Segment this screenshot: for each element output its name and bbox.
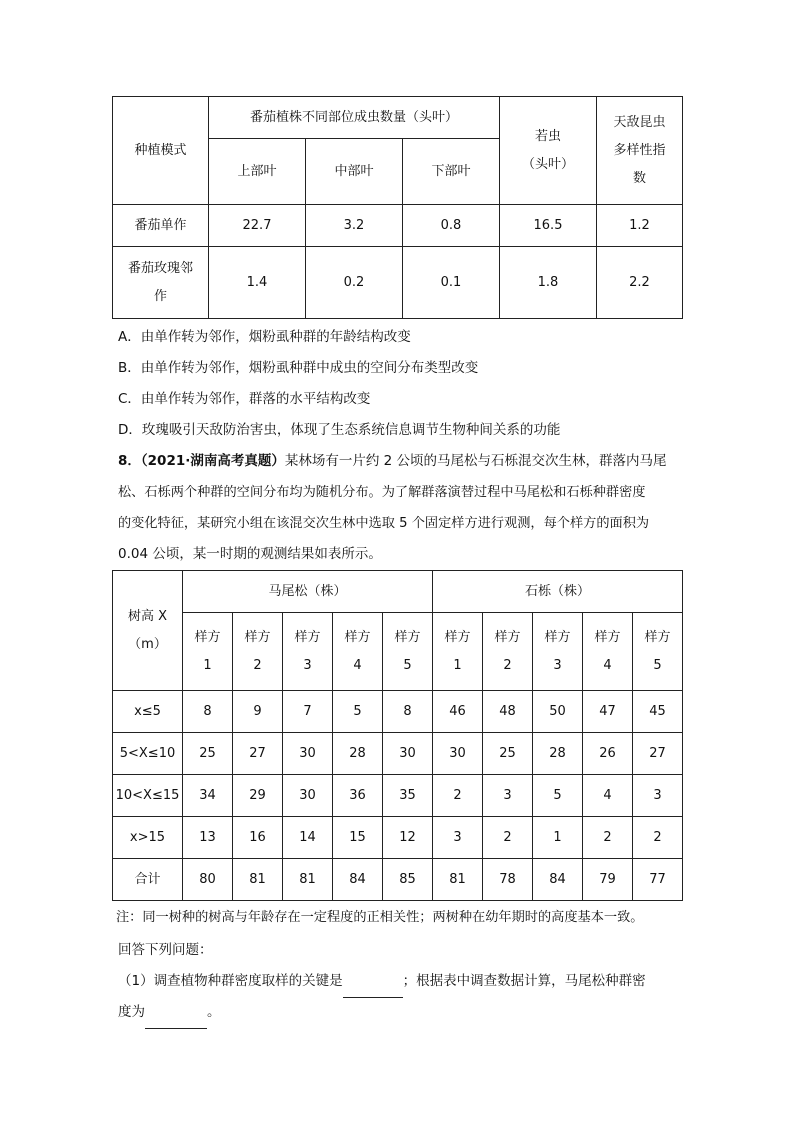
question-8-line3: 的变化特征，某研究小组在该混交次生林中选取 5 个固定样方进行观测，每个样方的面积为 xyxy=(118,516,650,531)
table-cell: 1 xyxy=(533,817,583,859)
table-cell: 1.4 xyxy=(209,247,306,319)
table-cell: 14 xyxy=(283,817,333,859)
table-cell: 2 xyxy=(483,817,533,859)
table-cell: 3 xyxy=(433,817,483,859)
table-cell: 5 xyxy=(533,775,583,817)
table-cell: 36 xyxy=(333,775,383,817)
table-row xyxy=(113,859,683,901)
header-enemy-diversity: 天敌昆虫 多样性指 数 xyxy=(597,97,683,205)
table-cell: 27 xyxy=(233,733,283,775)
plot-header: 样方 5 xyxy=(633,613,683,691)
plot-header: 样方 1 xyxy=(183,613,233,691)
tree-count-table xyxy=(112,570,683,901)
table-cell: 3 xyxy=(483,775,533,817)
table-note: 注：同一树种的树高与年龄存在一定程度的正相关性；两树种在幼年期时的高度基本一致。 xyxy=(116,910,644,925)
table-cell: 0.8 xyxy=(403,205,500,247)
header-planting-mode: 种植模式 xyxy=(113,97,209,205)
table-cell: 29 xyxy=(233,775,283,817)
table-cell: 26 xyxy=(583,733,633,775)
table-cell: 45 xyxy=(633,691,683,733)
table-cell: 81 xyxy=(433,859,483,901)
header-adult-count-group: 番茄植株不同部位成虫数量（头叶） xyxy=(209,97,500,139)
table-cell: 30 xyxy=(433,733,483,775)
plot-header: 样方 4 xyxy=(333,613,383,691)
sub-question-1-line1: （1）调查植物种群密度取样的关键是 ；根据表中调查数据计算，马尾松种群密 xyxy=(118,966,684,998)
answer-prompt: 回答下列问题： xyxy=(118,942,213,958)
table-cell: 7 xyxy=(283,691,333,733)
table-cell: 15 xyxy=(333,817,383,859)
header-lithocarpus: 石栎（株） xyxy=(433,571,683,613)
header-middle-leaf: 中部叶 xyxy=(306,139,403,205)
table-row xyxy=(113,775,683,817)
table-cell: 5 xyxy=(333,691,383,733)
option-a: A．由单作转为邻作，烟粉虱种群的年龄结构改变 xyxy=(118,329,411,345)
table-cell: 1.2 xyxy=(597,205,683,247)
row-label: 10<X≤15 xyxy=(113,775,183,817)
table-cell: 30 xyxy=(283,733,333,775)
table-cell: 3.2 xyxy=(306,205,403,247)
plot-header: 样方 3 xyxy=(533,613,583,691)
table-cell: 8 xyxy=(183,691,233,733)
header-lower-leaf: 下部叶 xyxy=(403,139,500,205)
table-cell: 4 xyxy=(583,775,633,817)
table-cell: 81 xyxy=(283,859,333,901)
table-cell: 30 xyxy=(283,775,333,817)
table-cell: 77 xyxy=(633,859,683,901)
table-row xyxy=(113,691,683,733)
table-cell: 22.7 xyxy=(209,205,306,247)
table-cell: 3 xyxy=(633,775,683,817)
header-larva: 若虫 （头叶） xyxy=(500,97,597,205)
table-cell: 78 xyxy=(483,859,533,901)
table-cell: 16 xyxy=(233,817,283,859)
question-8-line4: 0.04 公顷，某一时期的观测结果如表所示。 xyxy=(118,546,382,562)
plot-header: 样方 4 xyxy=(583,613,633,691)
answer-blank-2[interactable] xyxy=(145,997,207,1029)
table-cell: 46 xyxy=(433,691,483,733)
row-label: 番茄单作 xyxy=(113,205,209,247)
header-tree-height: 树高 X （m） xyxy=(113,571,183,691)
option-b: B．由单作转为邻作，烟粉虱种群中成虫的空间分布类型改变 xyxy=(118,360,479,376)
table-cell: 2 xyxy=(433,775,483,817)
row-label: x≤5 xyxy=(113,691,183,733)
table-row xyxy=(113,817,683,859)
table-cell: 84 xyxy=(533,859,583,901)
header-masson-pine: 马尾松（株） xyxy=(183,571,433,613)
plot-header: 样方 2 xyxy=(233,613,283,691)
question-source: （2021·湖南高考真题） xyxy=(140,453,285,469)
table-cell: 79 xyxy=(583,859,633,901)
row-label: 番茄玫瑰邻 作 xyxy=(113,247,209,319)
table-cell: 12 xyxy=(383,817,433,859)
answer-blank-1[interactable] xyxy=(343,966,403,998)
question-8-line1: 8．（2021·湖南高考真题）某林场有一片约 2 公顷的马尾松与石栎混交次生林，群落内马尾 xyxy=(118,453,667,469)
table-cell: 2 xyxy=(633,817,683,859)
table-cell: 34 xyxy=(183,775,233,817)
table-cell: 13 xyxy=(183,817,233,859)
table-cell: 48 xyxy=(483,691,533,733)
table-row xyxy=(113,733,683,775)
option-c: C．由单作转为邻作，群落的水平结构改变 xyxy=(118,391,371,407)
table-cell: 84 xyxy=(333,859,383,901)
question-8-line2: 松、石栎两个种群的空间分布均为随机分布。为了解群落演替过程中马尾松和石栎种群密度 xyxy=(118,485,646,500)
option-d: D．玫瑰吸引天敌防治害虫，体现了生态系统信息调节生物种间关系的功能 xyxy=(118,422,561,438)
table-cell: 0.1 xyxy=(403,247,500,319)
row-label: x>15 xyxy=(113,817,183,859)
table-cell: 35 xyxy=(383,775,433,817)
table-cell: 25 xyxy=(183,733,233,775)
row-label: 合计 xyxy=(113,859,183,901)
table-cell: 81 xyxy=(233,859,283,901)
table-cell: 1.8 xyxy=(500,247,597,319)
table-cell: 8 xyxy=(383,691,433,733)
plot-header: 样方 1 xyxy=(433,613,483,691)
table-cell: 80 xyxy=(183,859,233,901)
sub-question-1-line2: 度为 。 xyxy=(118,997,684,1029)
row-label: 5<X≤10 xyxy=(113,733,183,775)
table-cell: 30 xyxy=(383,733,433,775)
plot-header: 样方 2 xyxy=(483,613,533,691)
table-row xyxy=(113,205,683,247)
question-number: 8． xyxy=(118,453,141,469)
table-cell: 2 xyxy=(583,817,633,859)
table-cell: 27 xyxy=(633,733,683,775)
table-cell: 9 xyxy=(233,691,283,733)
table-cell: 47 xyxy=(583,691,633,733)
pest-count-table xyxy=(112,96,683,319)
table-cell: 0.2 xyxy=(306,247,403,319)
table-cell: 85 xyxy=(383,859,433,901)
plot-header: 样方 3 xyxy=(283,613,333,691)
table-cell: 25 xyxy=(483,733,533,775)
table-cell: 28 xyxy=(333,733,383,775)
header-upper-leaf: 上部叶 xyxy=(209,139,306,205)
table-cell: 2.2 xyxy=(597,247,683,319)
table-cell: 50 xyxy=(533,691,583,733)
plot-header: 样方 5 xyxy=(383,613,433,691)
table-cell: 28 xyxy=(533,733,583,775)
table-row xyxy=(113,247,683,319)
table-cell: 16.5 xyxy=(500,205,597,247)
